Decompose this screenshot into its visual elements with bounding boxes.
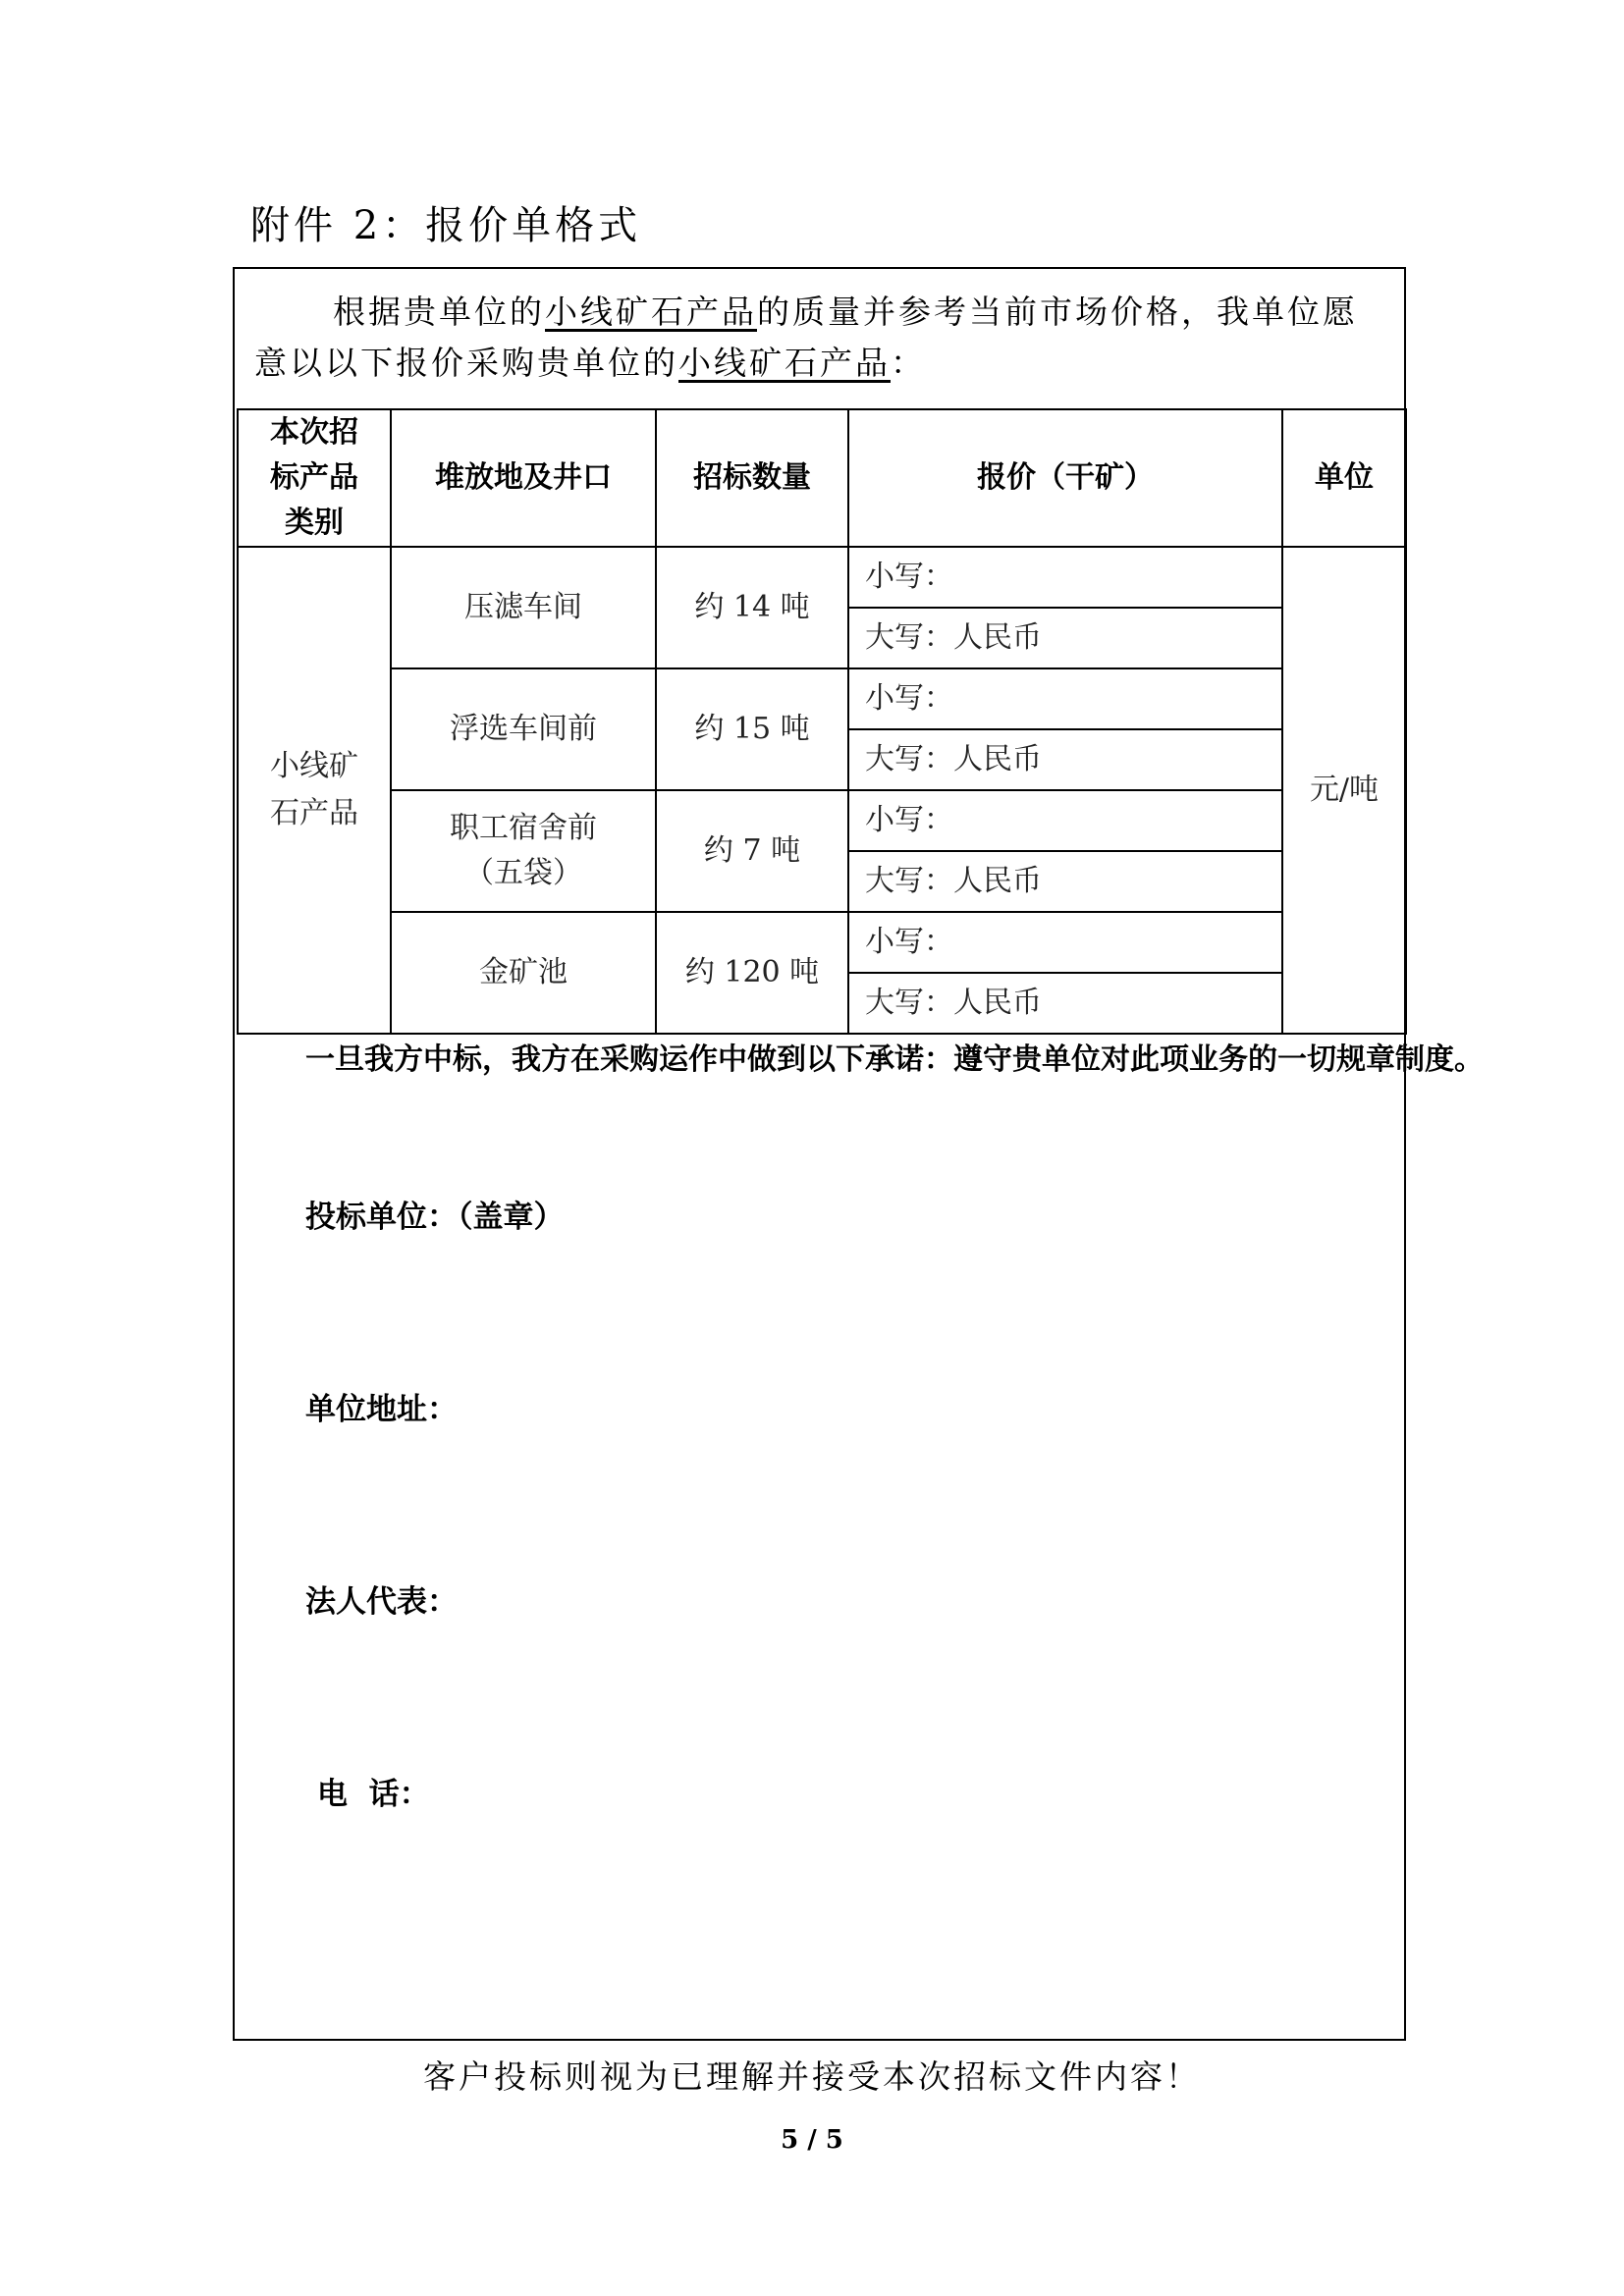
table-row <box>238 912 1406 973</box>
price-small-field[interactable]: 小写： <box>848 547 1282 608</box>
table-row <box>238 790 1406 851</box>
intro-part3: ： <box>891 344 926 382</box>
header-price: 报价（干矿） <box>848 409 1282 547</box>
phone-field[interactable]: 电 话： <box>317 1777 430 1812</box>
attachment-title: 附件 2：报价单格式 <box>250 203 642 248</box>
price-big-field[interactable]: 大写：人民币 <box>848 729 1282 790</box>
legal-rep-field[interactable]: 法人代表： <box>305 1584 458 1620</box>
price-big-field[interactable]: 大写：人民币 <box>848 851 1282 912</box>
address-field[interactable]: 单位地址： <box>305 1392 458 1427</box>
intro-part1: 根据贵单位的 <box>333 293 545 331</box>
header-location: 堆放地及井口 <box>391 409 656 547</box>
price-small-field[interactable]: 小写： <box>848 912 1282 973</box>
quantity-cell: 约 120 吨 <box>656 912 848 1034</box>
intro-product1: 小线矿石产品 <box>545 293 757 331</box>
quantity-cell: 约 7 吨 <box>656 790 848 912</box>
bidder-field[interactable]: 投标单位：（盖章） <box>305 1200 565 1235</box>
intro-paragraph <box>254 287 1383 389</box>
quote-table <box>237 408 1407 1035</box>
location-cell: 金矿池 <box>391 912 656 1034</box>
location-cell: 浮选车间前 <box>391 668 656 790</box>
table-row <box>238 547 1406 608</box>
intro-product2: 小线矿石产品 <box>678 344 891 382</box>
header-unit: 单位 <box>1282 409 1406 547</box>
price-small-field[interactable]: 小写： <box>848 668 1282 729</box>
intro-part2: 的质量并参考当前市场价格，我单位愿意以以下报价采购贵单位的 <box>254 293 1358 382</box>
footer-notice: 客户投标则视为已理解并接受本次招标文件内容！ <box>423 2057 1201 2096</box>
header-category: 本次招标产品类别 <box>238 409 391 547</box>
category-cell: 小线矿石产品 <box>238 547 391 1034</box>
location-cell: 压滤车间 <box>391 547 656 668</box>
price-small-field[interactable]: 小写： <box>848 790 1282 851</box>
quote-form-frame <box>233 267 1484 2041</box>
page-number: 5 / 5 <box>781 2125 843 2155</box>
price-big-field[interactable]: 大写：人民币 <box>848 973 1282 1034</box>
price-big-field[interactable]: 大写：人民币 <box>848 608 1282 668</box>
quantity-cell: 约 14 吨 <box>656 547 848 668</box>
table-row <box>238 668 1406 729</box>
unit-cell: 元/吨 <box>1282 547 1406 1034</box>
location-cell: 职工宿舍前（五袋） <box>391 790 656 912</box>
header-quantity: 招标数量 <box>656 409 848 547</box>
table-header-row <box>238 409 1406 547</box>
quantity-cell: 约 15 吨 <box>656 668 848 790</box>
pledge-statement: 一旦我方中标，我方在采购运作中做到以下承诺：遵守贵单位对此项业务的一切规章制度。 <box>305 1042 1484 1077</box>
